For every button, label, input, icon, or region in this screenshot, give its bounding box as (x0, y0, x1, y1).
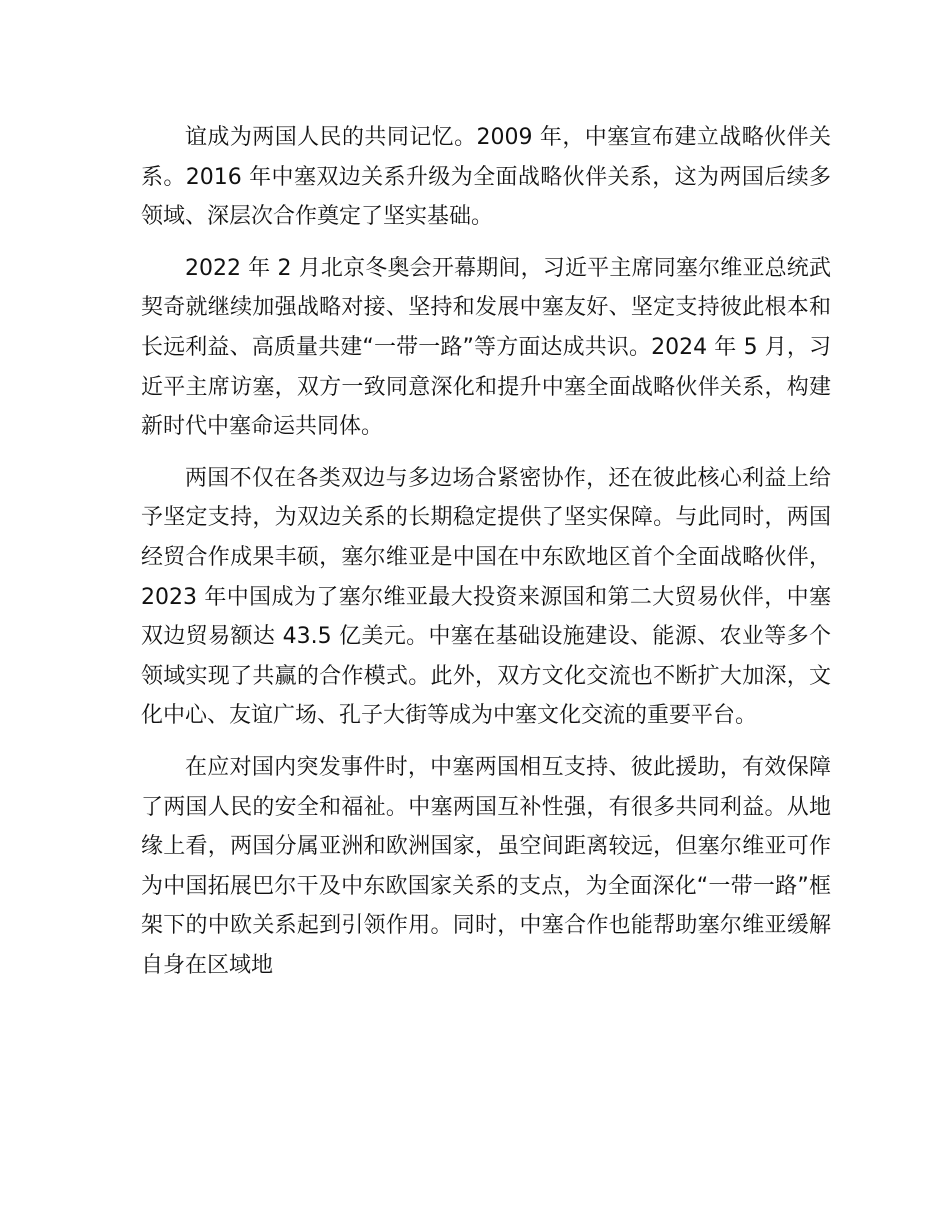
paragraph-4: 在应对国内突发事件时，中塞两国相互支持、彼此援助，有效保障了两国人民的安全和福祉。中塞两国互补性强，有很多共同利益。从地缘上看，两国分属亚洲和欧洲国家，虽空间距离较远，但塞尔维亚可作为中国拓展巴尔干及中东欧国家关系的支点，为全面深化“一带一路”框架下的中欧关系起到引领作用。同时，中塞合作也能帮助塞尔维亚缓解自身在区域地 (141, 754, 831, 978)
paragraph-2: 2022 年 2 月北京冬奥会开幕期间，习近平主席同塞尔维亚总统武契奇就继续加强战略对接、坚持和发展中塞友好、坚定支持彼此根本和长远利益、高质量共建“一带一路”等方面达成共识。2024 年 5 月，习近平主席访塞，双方一致同意深化和提升中塞全面战略伙伴关系，构建新时代中塞命运共同体。 (141, 255, 831, 440)
body-text (141, 118, 831, 997)
paragraph-3: 两国不仅在各类双边与多边场合紧密协作，还在彼此核心利益上给予坚定支持，为双边关系的长期稳定提供了坚实保障。与此同时，两国经贸合作成果丰硕，塞尔维亚是中国在中东欧地区首个全面战略伙伴，2023 年中国成为了塞尔维亚最大投资来源国和第二大贸易伙伴，中塞双边贸易额达 43.5 亿美元。中塞在基础设施建设、能源、农业等多个领域实现了共赢的合作模式。此外，双方文化交流也不断扩大加深，文化中心、友谊广场、孔子大街等成为中塞文化交流的重要平台。 (141, 465, 831, 729)
paragraph-1: 谊成为两国人民的共同记忆。2009 年，中塞宣布建立战略伙伴关系。2016 年中塞双边关系升级为全面战略伙伴关系，这为两国后续多领域、深层次合作奠定了坚实基础。 (141, 125, 831, 230)
